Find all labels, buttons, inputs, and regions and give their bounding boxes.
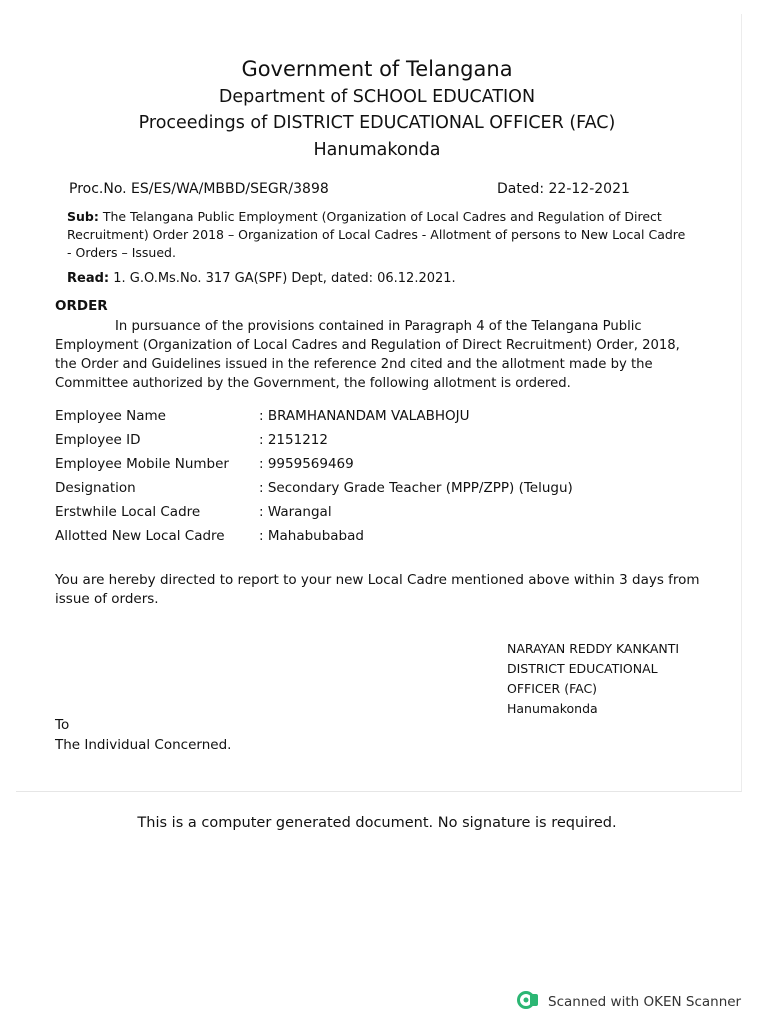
read-text: 1. G.O.Ms.No. 317 GA(SPF) Dept, dated: 06.12.2021. [109,271,456,286]
order-heading: ORDER [55,298,108,314]
order-body: In pursuance of the provisions contained in Paragraph 4 of the Telangana Public Employment (Organization of Local Cadres and Regulation of Direct Recruitment) Order, 2018, the Order and Guidelines issued in the reference 2nd cited and the allotment made by the Committee authorized by the Government, the following allotment is ordered. [55,319,680,391]
signatory-name: NARAYAN REDDY KANKANTI [507,641,680,656]
recipient-name: The Individual Concerned. [55,737,232,753]
read-line [67,270,456,288]
signatory-title-1: DISTRICT EDUCATIONAL [507,661,658,676]
district-title: Hanumakonda [313,140,441,160]
employee-name-label: Employee Name [55,408,166,424]
govt-title: Government of Telangana [241,57,513,81]
proc-date: Dated: 22-12-2021 [497,181,630,197]
allotted-cadre-value: : Mahabubabad [259,528,364,544]
erstwhile-cadre-value: : Warangal [259,504,332,520]
designation-label: Designation [55,480,136,496]
oken-scanner-logo-icon [516,990,542,1014]
employee-id-label: Employee ID [55,432,141,448]
read-label: Read: [67,271,110,286]
employee-id-value: : 2151212 [259,432,328,448]
designation-value: : Secondary Grade Teacher (MPP/ZPP) (Telugu) [259,480,573,496]
directive-text: You are hereby directed to report to your new Local Cadre mentioned above within 3 days from issue of orders. [55,572,700,607]
employee-mobile-value: : 9959569469 [259,456,354,472]
recipient-to: To [55,717,70,733]
recipient-block [55,715,231,755]
erstwhile-cadre-label: Erstwhile Local Cadre [55,504,201,520]
signatory-block [507,639,679,719]
signatory-title-2: OFFICER (FAC) [507,681,598,696]
scanner-watermark [516,990,741,1014]
signatory-place: Hanumakonda [507,701,598,716]
allotted-cadre-label: Allotted New Local Cadre [55,528,225,544]
footer-note: This is a computer generated document. No signature is required. [137,815,617,831]
scanner-text: Scanned with OKEN Scanner [548,994,742,1010]
employee-name-value: : BRAMHANANDAM VALABHOJU [259,408,470,424]
proc-number: Proc.No. ES/ES/WA/MBBD/SEGR/3898 [69,181,329,197]
subject-label: Sub: [67,209,99,224]
department-title: Department of SCHOOL EDUCATION [218,87,536,107]
employee-mobile-label: Employee Mobile Number [55,456,229,472]
subject-text: The Telangana Public Employment (Organization of Local Cadres and Regulation of Direct Recruitment) Order 2018 – Organization of Local Cadres - Allotment of persons to New Local Cadre - Orders – Issued. [67,209,686,260]
subject-paragraph [67,208,687,262]
proceedings-title: Proceedings of DISTRICT EDUCATIONAL OFFICER (FAC) [138,113,616,133]
